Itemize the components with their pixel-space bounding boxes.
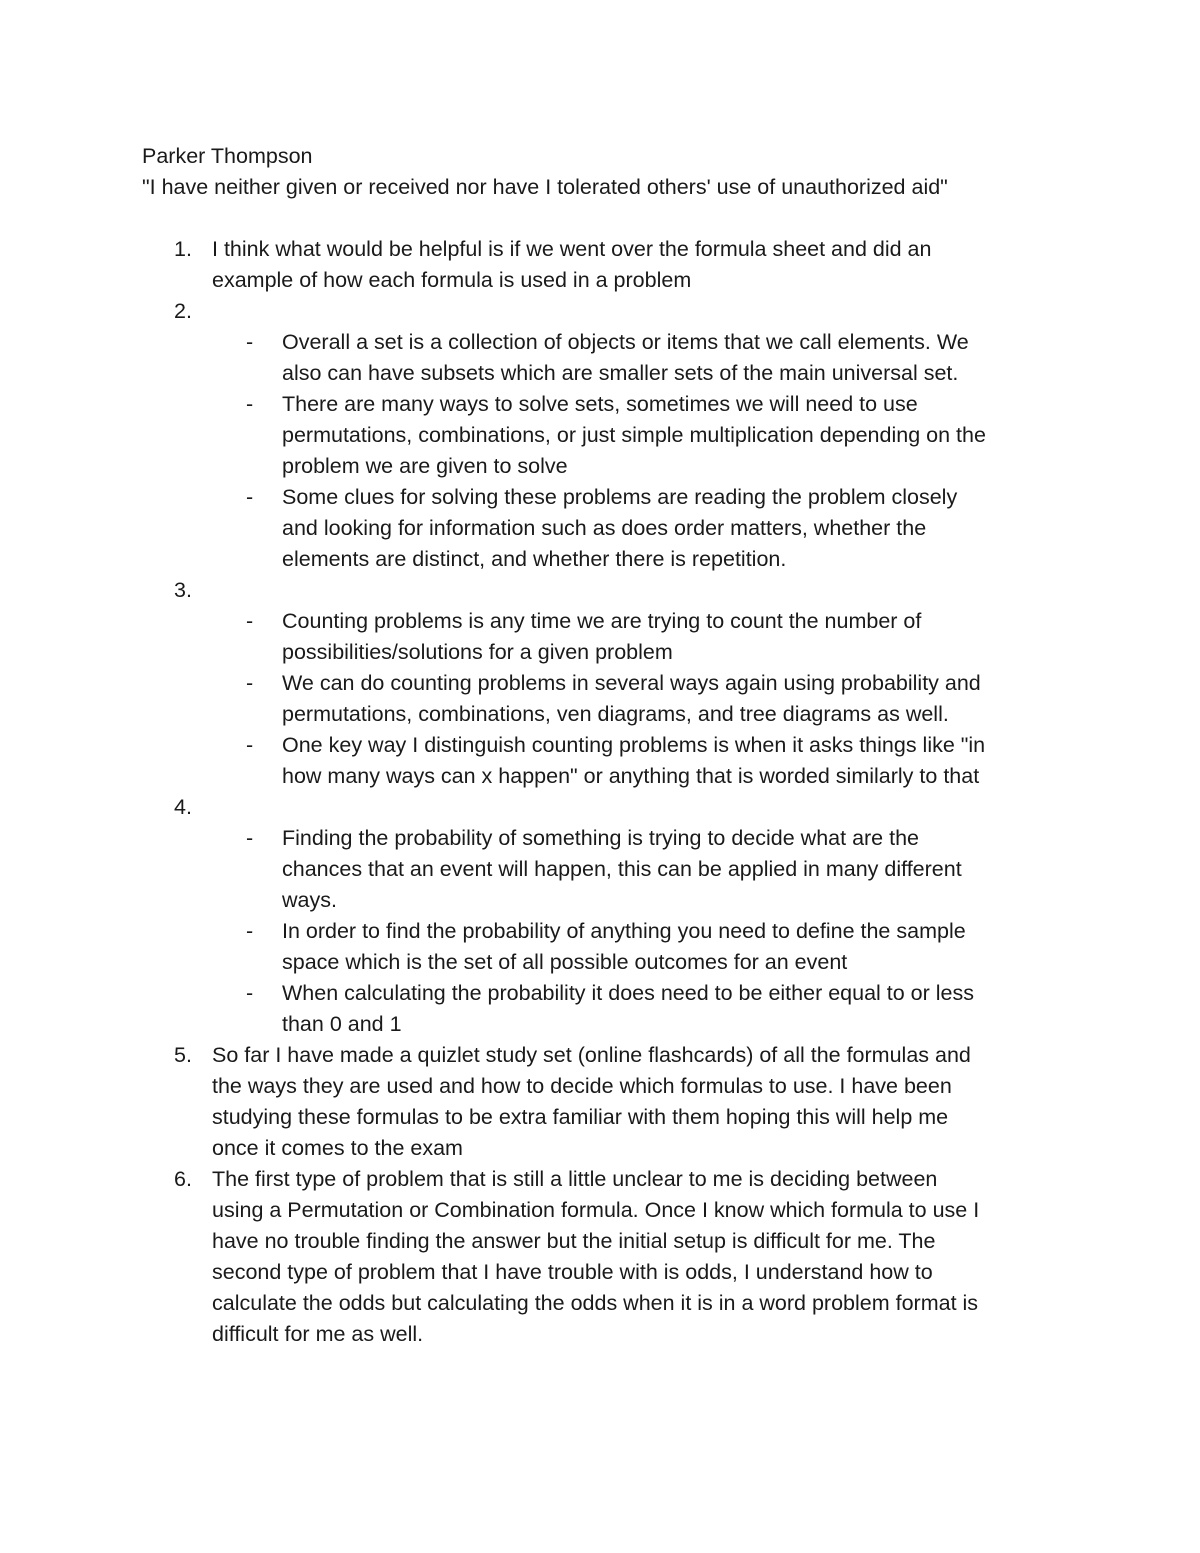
bullet-item	[212, 823, 1072, 916]
answer-item-1	[142, 234, 1072, 296]
answer-item-5	[142, 1040, 1072, 1164]
answer-text-line: So far I have made a quizlet study set (online flashcards) of all the formulas and	[212, 1043, 971, 1067]
bullet-text-line: chances that an event will happen, this can be applied in many different	[282, 857, 962, 881]
answer-text-line: I think what would be helpful is if we went over the formula sheet and did an	[212, 237, 932, 261]
document-body	[142, 141, 1072, 1350]
answer-number: 4.	[174, 795, 192, 819]
bullet-text-line: ways.	[282, 888, 337, 912]
bullet-text-line: When calculating the probability it does need to be either equal to or less	[282, 981, 975, 1005]
bullet-dash: -	[246, 733, 254, 757]
answer-text-line: second type of problem that I have trouble with is odds, I understand how to	[212, 1260, 933, 1284]
empty-number-line	[212, 792, 1072, 823]
answer-text-line: calculate the odds but calculating the odds when it is in a word problem format is	[212, 1291, 979, 1315]
bullet-item	[212, 606, 1072, 668]
answer-number: 1.	[174, 237, 192, 261]
bullet-text-line: One key way I distinguish counting problems is when it asks things like "in	[282, 733, 986, 757]
bullet-item	[212, 916, 1072, 978]
bullet-list	[212, 327, 1072, 575]
bullet-text-line: and looking for information such as does order matters, whether the	[282, 516, 927, 540]
author-name: Parker Thompson	[142, 144, 313, 168]
bullet-dash: -	[246, 609, 254, 633]
answer-item-6	[142, 1164, 1072, 1350]
bullet-item	[212, 668, 1072, 730]
bullet-text-line: also can have subsets which are smaller sets of the main universal set.	[282, 361, 959, 385]
bullet-dash: -	[246, 919, 254, 943]
bullet-text-line: space which is the set of all possible outcomes for an event	[282, 950, 848, 974]
bullet-text-line: problem we are given to solve	[282, 454, 568, 478]
bullet-text-line: Counting problems is any time we are trying to count the number of	[282, 609, 922, 633]
answer-text-line: using a Permutation or Combination formula. Once I know which formula to use I	[212, 1198, 980, 1222]
bullet-text-line: Some clues for solving these problems are reading the problem closely	[282, 485, 958, 509]
bullet-text-line: possibilities/solutions for a given problem	[282, 640, 673, 664]
bullet-list	[212, 606, 1072, 792]
bullet-text-line: how many ways can x happen" or anything that is worded similarly to that	[282, 764, 980, 788]
answer-item-3	[142, 575, 1072, 792]
bullet-text-line: Overall a set is a collection of objects or items that we call elements. We	[282, 330, 969, 354]
bullet-text-line: In order to find the probability of anything you need to define the sample	[282, 919, 966, 943]
bullet-dash: -	[246, 826, 254, 850]
empty-number-line	[212, 575, 1072, 606]
answer-text-line: difficult for me as well.	[212, 1322, 424, 1346]
bullet-dash: -	[246, 981, 254, 1005]
answer-text-line: once it comes to the exam	[212, 1136, 463, 1160]
bullet-dash: -	[246, 485, 254, 509]
answer-item-2	[142, 296, 1072, 575]
honor-pledge: "I have neither given or received nor have I tolerated others' use of unauthorized aid"	[142, 175, 948, 199]
answer-text-line: The first type of problem that is still a little unclear to me is deciding between	[212, 1167, 938, 1191]
bullet-dash: -	[246, 330, 254, 354]
answer-text-line: example of how each formula is used in a problem	[212, 268, 692, 292]
bullet-item	[212, 482, 1072, 575]
bullet-item	[212, 389, 1072, 482]
answer-item-4	[142, 792, 1072, 1040]
bullet-text-line: We can do counting problems in several ways again using probability and	[282, 671, 981, 695]
bullet-text-line: There are many ways to solve sets, sometimes we will need to use	[282, 392, 918, 416]
answer-text-line: have no trouble finding the answer but the initial setup is difficult for me. The	[212, 1229, 936, 1253]
bullet-item	[212, 327, 1072, 389]
answer-number: 2.	[174, 299, 192, 323]
bullet-list	[212, 823, 1072, 1040]
answer-number: 3.	[174, 578, 192, 602]
bullet-text-line: than 0 and 1	[282, 1012, 402, 1036]
bullet-text-line: Finding the probability of something is trying to decide what are the	[282, 826, 920, 850]
bullet-dash: -	[246, 392, 254, 416]
bullet-item	[212, 730, 1072, 792]
bullet-text-line: elements are distinct, and whether there is repetition.	[282, 547, 787, 571]
answer-number: 5.	[174, 1043, 192, 1067]
answer-number: 6.	[174, 1167, 192, 1191]
bullet-dash: -	[246, 671, 254, 695]
bullet-text-line: permutations, combinations, or just simple multiplication depending on the	[282, 423, 986, 447]
bullet-item	[212, 978, 1072, 1040]
answer-list	[142, 234, 1072, 1350]
answer-text-line: studying these formulas to be extra familiar with them hoping this will help me	[212, 1105, 949, 1129]
empty-number-line	[212, 296, 1072, 327]
answer-text-line: the ways they are used and how to decide which formulas to use. I have been	[212, 1074, 952, 1098]
bullet-text-line: permutations, combinations, ven diagrams, and tree diagrams as well.	[282, 702, 949, 726]
